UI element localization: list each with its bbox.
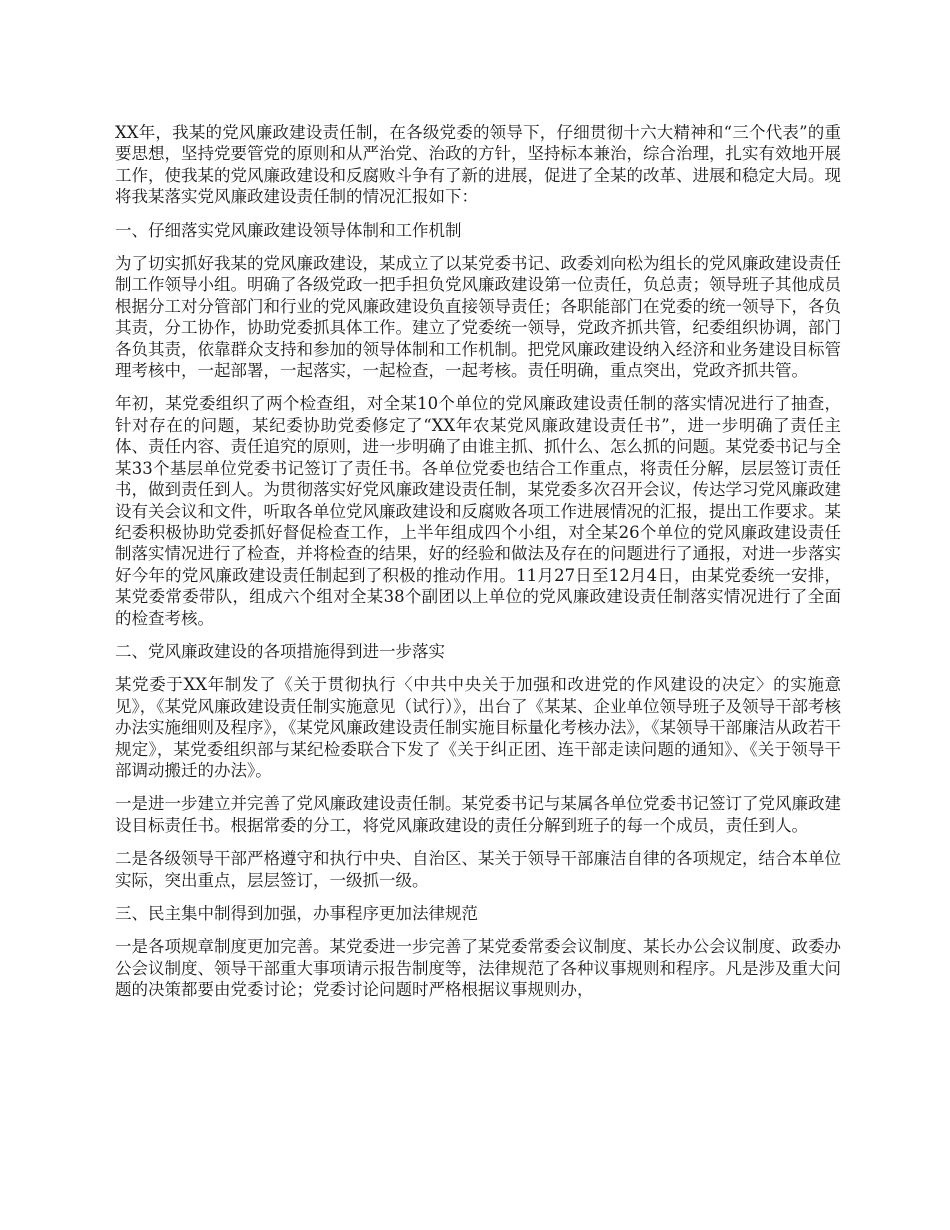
body-paragraph: 某党委于XX年制发了《关于贯彻执行〈中共中央关于加强和改进党的作风建设的决定〉的实施意见》，《某党风廉政建设责任制实施意见（试行）》，出台了《某某、企业单位领导班子及领导干部考核办法实施细则及程序》，《某党风廉政建设责任制实施目标量化考核办法》，《某领导干部廉洁从政若干规定》，某党委组织部与某纪检委联合下发了《关于纠正团、连干部走读问题的通知》、《关于领导干部调动搬迁的办法》。	[115, 675, 841, 780]
document-page	[115, 122, 841, 1013]
body-paragraph: 一是各项规章制度更加完善。某党委进一步完善了某党委常委会议制度、某长办公会议制度、政委办公会议制度、领导干部重大事项请示报告制度等，法律规范了各种议事规则和程序。凡是涉及重大问题的决策都要由党委讨论；党委讨论问题时严格根据议事规则办，	[115, 937, 841, 1000]
body-paragraph: 二是各级领导干部严格遵守和执行中央、自治区、某关于领导干部廉洁自律的各项规定，结合本单位实际，突出重点，层层签订，一级抓一级。	[115, 849, 841, 890]
section-heading-1: 一、仔细落实党风廉政建设领导体制和工作机制	[115, 220, 462, 240]
intro-paragraph: XX年，我某的党风廉政建设责任制，在各级党委的领导下，仔细贯彻十六大精神和“三个代表”的重要思想，坚持党要管党的原则和从严治党、治政的方针，坚持标本兼治，综合治理，扎实有效地开展工作，使我某的党风廉政建设和反腐败斗争有了新的进展，促进了全某的改革、进展和稳定大局。现将我某落实党风廉政建设责任制的情况汇报如下：	[115, 123, 841, 207]
body-paragraph: 年初，某党委组织了两个检查组，对全某10个单位的党风廉政建设责任制的落实情况进行了抽查，针对存在的问题，某纪委协助党委修定了“XX年农某党风廉政建设责任书”，进一步明确了责任主体、责任内容、责任追究的原则，进一步明确了由谁主抓、抓什么、怎么抓的问题。某党委书记与全某33个基层单位党委书记签订了责任书。各单位党委也结合工作重点，将责任分解，层层签订责任书，做到责任到人。为贯彻落实好党风廉政建设责任制，某党委多次召开会议，传达学习党风廉政建设有关会议和文件，听取各单位党风廉政建设和反腐败各项工作进展情况的汇报，提出工作要求。某纪委积极协助党委抓好督促检查工作，上半年组成四个小组，对全某26个单位的党风廉政建设责任制落实情况进行了检查，并将检查的结果，好的经验和做法及存在的问题进行了通报，对进一步落实好今年的党风廉政建设责任制起到了积极的推动作用。11月27日至12月4日，由某党委统一安排，某党委常委带队，组成六个组对全某38个副团以上单位的党风廉政建设责任制落实情况进行了全面的检查考核。	[115, 394, 841, 628]
section-heading-3: 三、民主集中制得到加强，办事程序更加法律规范	[115, 904, 478, 923]
body-paragraph: 一是进一步建立并完善了党风廉政建设责任制。某党委书记与某属各单位党委书记签订了党风廉政建设目标责任书。根据常委的分工，将党风廉政建设的责任分解到班子的每一个成员，责任到人。	[115, 794, 841, 835]
body-paragraph: 为了切实抓好我某的党风廉政建设，某成立了以某党委书记、政委刘向松为组长的党风廉政建设责任制工作领导小组。明确了各级党政一把手担负党风廉政建设第一位责任，负总责；领导班子其他成员根据分工对分管部门和行业的党风廉政建设负直接领导责任；各职能部门在党委的统一领导下，各负其责，分工协作，协助党委抓具体工作。建立了党委统一领导，党政齐抓共管，纪委组织协调，部门各负其责，依靠群众支持和参加的领导体制和工作机制。把党风廉政建设纳入经济和业务建设目标管理考核中，一起部署，一起落实，一起检查，一起考核。责任明确，重点突出，党政齐抓共管。	[115, 254, 841, 381]
section-heading-2: 二、党风廉政建设的各项措施得到进一步落实	[115, 641, 445, 661]
